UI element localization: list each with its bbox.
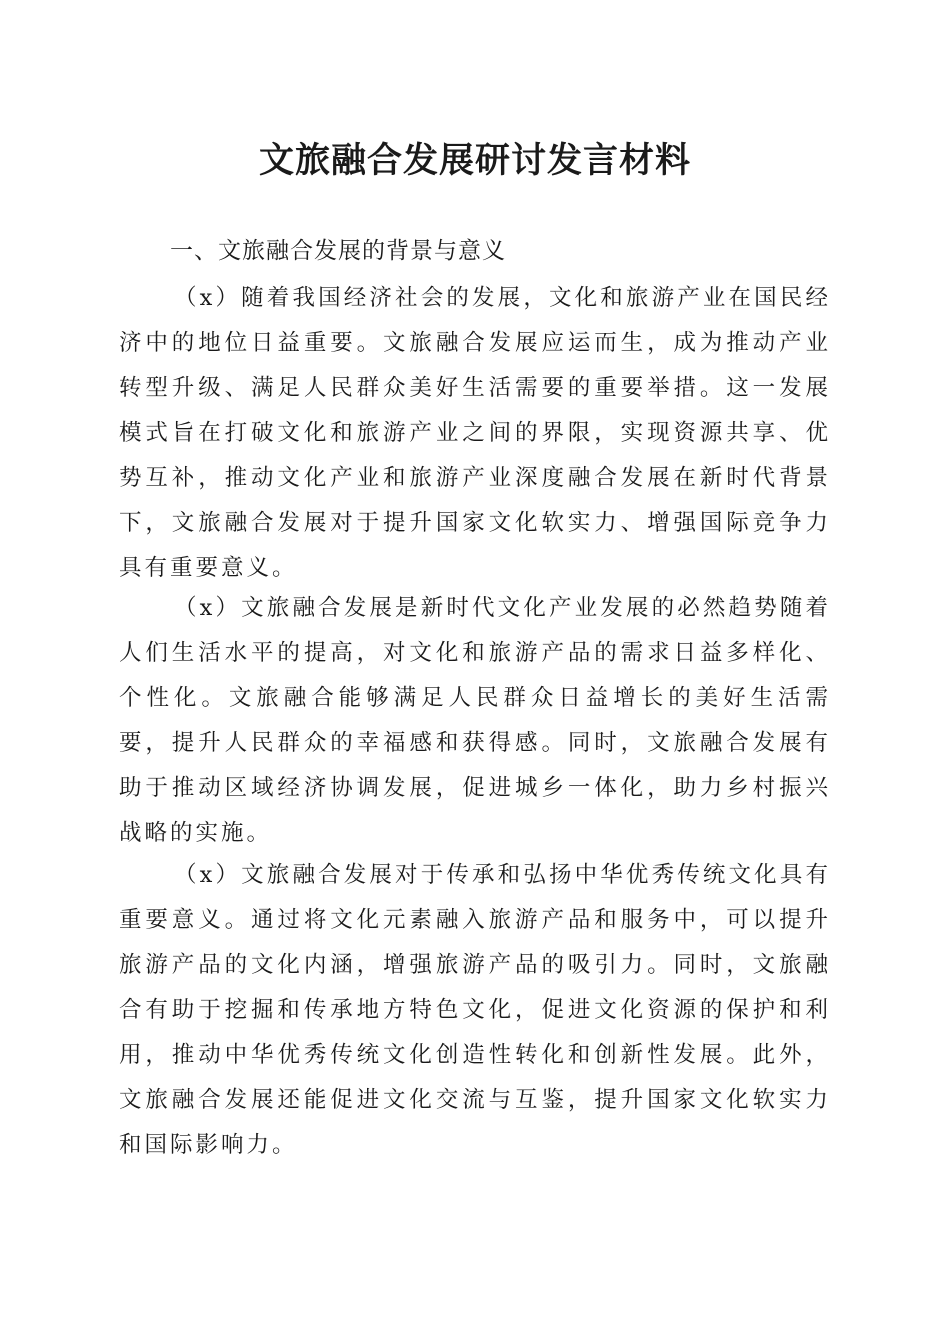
document-title: 文旅融合发展研讨发言材料 xyxy=(258,140,691,181)
body-paragraph-1: （x）随着我国经济社会的发展，文化和旅游产业在国民经济中的地位日益重要。文旅融合发展应运而生，成为推动产业转型升级、满足人民群众美好生活需要的重要举措。这一发展模式旨在打破文化和旅游产业之间的界限，实现资源共享、优势互补，推动文化产业和旅游产业深度融合发展在新时代背景下，文旅融合发展对于提升国家文化软实力、增强国际竞争力具有重要意义。 xyxy=(119,285,831,581)
body-paragraph-3: （x）文旅融合发展对于传承和弘扬中华优秀传统文化具有重要意义。通过将文化元素融入旅游产品和服务中，可以提升旅游产品的文化内涵，增强旅游产品的吸引力。同时，文旅融合有助于挖掘和传承地方特色文化，促进文化资源的保护和利用，推动中华优秀传统文化创造性转化和创新性发展。此外，文旅融合发展还能促进文化交流与互鉴，提升国家文化软实力和国际影响力。 xyxy=(119,862,831,1158)
body-paragraph-2: （x）文旅融合发展是新时代文化产业发展的必然趋势随着人们生活水平的提高，对文化和旅游产品的需求日益多样化、个性化。文旅融合能够满足人民群众日益增长的美好生活需要，提升人民群众的幸福感和获得感。同时，文旅融合发展有助于推动区域经济协调发展，促进城乡一体化，助力乡村振兴战略的实施。 xyxy=(119,595,831,846)
section-heading: 一、文旅融合发展的背景与意义 xyxy=(170,238,506,264)
